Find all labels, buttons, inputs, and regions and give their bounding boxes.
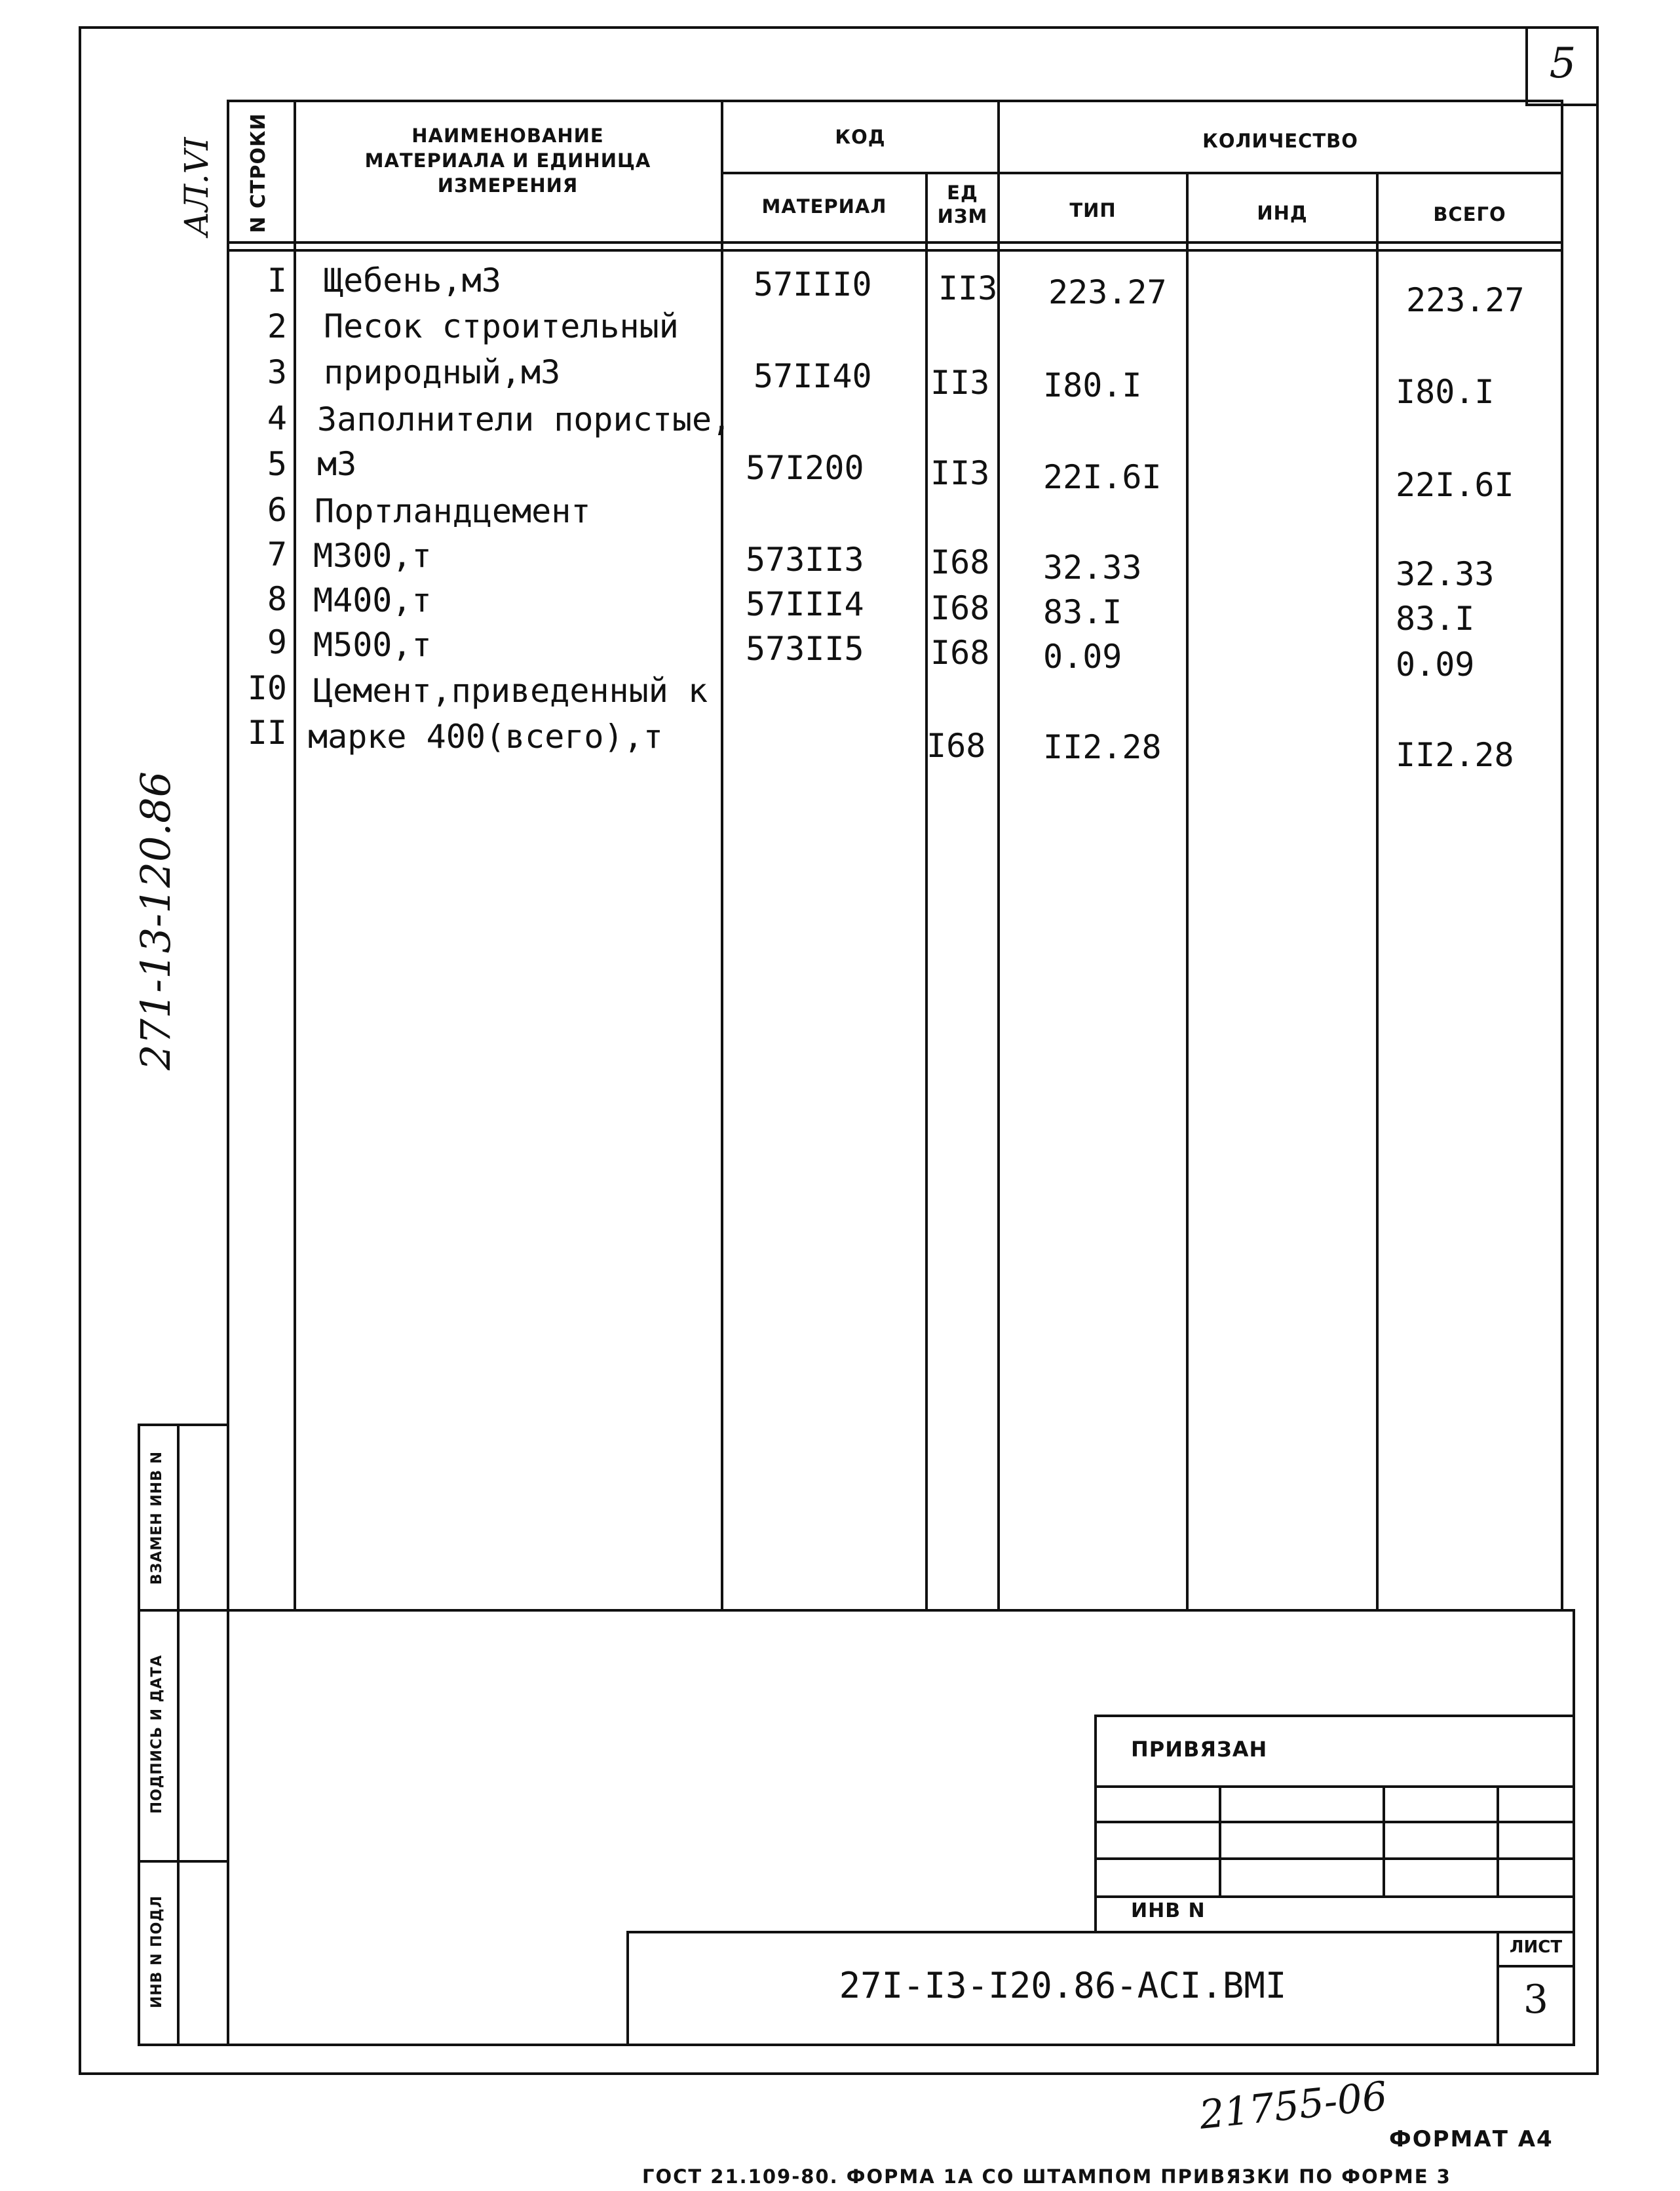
row-type: 22I.6I — [1043, 458, 1162, 496]
row-type: 32.33 — [1043, 549, 1142, 587]
row-name: Заполнители пористые, — [317, 400, 732, 438]
row-total: 223.27 — [1406, 281, 1525, 319]
stamp-sheet-number: 3 — [1523, 1977, 1549, 2023]
header-row-number: N СТРОКИ — [247, 113, 270, 233]
footer-gost: ГОСТ 21.109-80. ФОРМА 1А СО ШТАМПОМ ПРИВЯЗКИ ПО ФОРМЕ 3 — [642, 2165, 1451, 2188]
row-number: 8 — [267, 580, 287, 618]
header-code-unit-line-1: ЕД — [947, 182, 978, 204]
row-name: марке 400(всего),т — [308, 718, 663, 756]
header-code-material: МАТЕРИАЛ — [761, 195, 887, 218]
row-unit: I68 — [926, 727, 986, 765]
row-name: Песок строительный — [324, 307, 679, 345]
row-number: 2 — [267, 307, 287, 345]
side-label-replace: ВЗАМЕН ИНВ N — [149, 1450, 165, 1585]
header-qty-type: ТИП — [1069, 199, 1117, 222]
handwritten-number: 21755-06 — [1197, 2073, 1390, 2139]
header-name — [298, 123, 717, 198]
side-label-sign-date: ПОДПИСЬ И ДАТА — [149, 1654, 165, 1814]
row-number: 7 — [267, 535, 287, 573]
row-name: М400,т — [313, 581, 432, 619]
row-material: 57I200 — [746, 449, 864, 487]
row-unit: I68 — [930, 543, 990, 581]
row-number: I0 — [247, 669, 287, 707]
header-code-unit-line-2: ИЗМ — [937, 205, 988, 227]
row-total: 32.33 — [1396, 555, 1495, 593]
row-material: 573II5 — [746, 630, 864, 668]
row-number: 9 — [267, 623, 287, 661]
row-name: Цемент,приведенный к — [313, 672, 708, 710]
row-number: 4 — [267, 399, 287, 437]
stamp-doc-code: 27I-I3-I20.86-ACI.BMI — [839, 1965, 1287, 2006]
row-total: 0.09 — [1396, 646, 1475, 684]
row-type: 83.I — [1043, 593, 1122, 631]
row-total: 83.I — [1396, 600, 1475, 638]
header-code-unit — [928, 181, 997, 228]
header-name-line-2: МАТЕРИАЛА И ЕДИНИЦА — [364, 149, 651, 172]
page-number: 5 — [1549, 39, 1576, 88]
row-name: М300,т — [313, 537, 432, 575]
row-total: II2.28 — [1396, 736, 1514, 774]
row-total: I80.I — [1396, 373, 1495, 411]
row-name: М500,т — [313, 626, 432, 664]
row-number: I — [267, 262, 287, 300]
side-label-inv-orig: ИНВ N ПОДЛ — [149, 1895, 165, 2009]
row-name: природный,м3 — [324, 353, 561, 391]
row-unit: I68 — [930, 589, 990, 627]
row-type: 223.27 — [1048, 273, 1167, 311]
header-quantity: КОЛИЧЕСТВО — [1202, 130, 1358, 152]
row-unit: I68 — [930, 634, 990, 672]
row-number: 6 — [267, 491, 287, 529]
row-material: 573II3 — [746, 541, 864, 579]
margin-note-top: АЛ.VI — [178, 137, 216, 237]
stamp-sheet-label: ЛИСТ — [1509, 1937, 1563, 1957]
stamp-bound-label: ПРИВЯЗАН — [1131, 1737, 1268, 1762]
header-name-line-3: ИЗМЕРЕНИЯ — [437, 174, 579, 197]
row-material: 57III4 — [746, 585, 864, 623]
stamp-inv-label: ИНВ N — [1131, 1899, 1206, 1922]
header-qty-total: ВСЕГО — [1433, 203, 1506, 225]
header-qty-ind: ИНД — [1257, 202, 1308, 224]
header-code: КОД — [835, 126, 886, 148]
row-type: II2.28 — [1043, 728, 1162, 766]
row-unit: II3 — [938, 269, 998, 307]
row-type: I80.I — [1043, 366, 1142, 404]
header-name-line-1: НАИМЕНОВАНИЕ — [411, 125, 604, 147]
row-material: 57II40 — [754, 357, 872, 395]
row-unit: II3 — [930, 454, 990, 492]
row-unit: II3 — [930, 364, 990, 402]
row-type: 0.09 — [1043, 638, 1122, 676]
format-label: ФОРМАТ А4 — [1389, 2126, 1554, 2152]
row-number: II — [247, 714, 287, 752]
margin-note-code: 271-13-120.86 — [132, 771, 180, 1071]
row-name: Щебень,м3 — [324, 262, 501, 300]
row-name: Портландцемент — [315, 492, 591, 530]
row-number: 3 — [267, 353, 287, 391]
row-name: м3 — [317, 445, 357, 483]
row-total: 22I.6I — [1396, 466, 1514, 504]
row-material: 57III0 — [754, 265, 872, 303]
row-number: 5 — [267, 445, 287, 483]
